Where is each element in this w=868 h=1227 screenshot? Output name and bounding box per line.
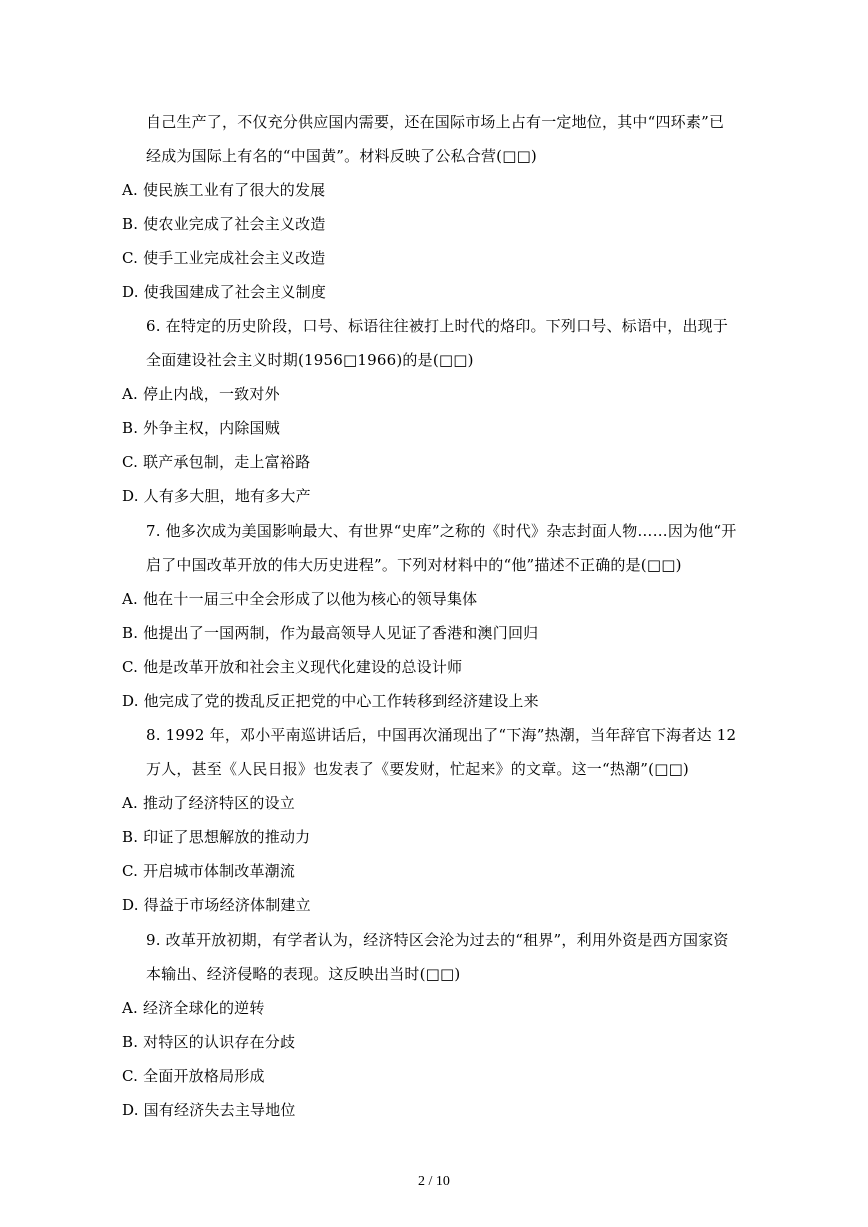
question-9-stem-line-1: 9. 改革开放初期，有学者认为，经济特区会沦为过去的“租界”，利用外资是西方国家资 <box>146 931 729 949</box>
page-number: 2 / 10 <box>418 1174 450 1189</box>
question-6-option-d: D. 人有多大胆，地有多大产 <box>122 487 311 505</box>
question-5-option-d: D. 使我国建成了社会主义制度 <box>122 283 327 301</box>
question-7-stem-line-2: 启了中国改革开放的伟大历史进程”。下列对材料中的“他”描述不正确的是(□□) <box>146 556 682 574</box>
question-6-option-b: B. 外争主权，内除国贼 <box>122 419 280 437</box>
question-8-option-c: C. 开启城市体制改革潮流 <box>122 862 296 880</box>
question-8-option-d: D. 得益于市场经济体制建立 <box>122 896 311 914</box>
question-6-stem-line-1: 6. 在特定的历史阶段，口号、标语往往被打上时代的烙印。下列口号、标语中，出现于 <box>146 317 729 335</box>
question-5-option-b: B. 使农业完成了社会主义改造 <box>122 215 326 233</box>
question-7-option-c: C. 他是改革开放和社会主义现代化建设的总设计师 <box>122 658 463 676</box>
question-9-option-b: B. 对特区的认识存在分歧 <box>122 1033 296 1051</box>
question-9-option-a: A. 经济全球化的逆转 <box>122 999 265 1017</box>
question-5-option-a: A. 使民族工业有了很大的发展 <box>122 181 326 199</box>
question-5-stem-line-1: 自己生产了，不仅充分供应国内需要，还在国际市场上占有一定地位，其中“四环素”已 <box>146 113 725 131</box>
question-6-stem-line-2: 全面建设社会主义时期(1956□1966)的是(□□) <box>146 351 474 369</box>
question-6-option-c: C. 联产承包制，走上富裕路 <box>122 453 311 471</box>
question-6-option-a: A. 停止内战，一致对外 <box>122 385 280 403</box>
question-8-stem-line-1: 8. 1992 年，邓小平南巡讲话后，中国再次涌现出了“下海”热潮，当年辞官下海者达 12 <box>146 726 737 744</box>
question-8-option-b: B. 印证了思想解放的推动力 <box>122 828 311 846</box>
question-8-option-a: A. 推动了经济特区的设立 <box>122 794 295 812</box>
question-9-option-d: D. 国有经济失去主导地位 <box>122 1101 296 1119</box>
question-5-stem-line-2: 经成为国际上有名的“中国黄”。材料反映了公私合营(□□) <box>146 147 537 165</box>
question-5-option-c: C. 使手工业完成社会主义改造 <box>122 249 326 267</box>
question-7-stem-line-1: 7. 他多次成为美国影响最大、有世界“史库”之称的《时代》杂志封面人物……因为他“开 <box>146 522 737 540</box>
question-9-option-c: C. 全面开放格局形成 <box>122 1067 265 1085</box>
question-9-stem-line-2: 本输出、经济侵略的表现。这反映出当时(□□) <box>146 965 461 983</box>
question-7-option-d: D. 他完成了党的拨乱反正把党的中心工作转移到经济建设上来 <box>122 692 539 710</box>
question-7-option-b: B. 他提出了一国两制，作为最高领导人见证了香港和澳门回归 <box>122 624 539 642</box>
question-8-stem-line-2: 万人，甚至《人民日报》也发表了《要发财，忙起来》的文章。这一“热潮”(□□) <box>146 760 689 778</box>
question-7-option-a: A. 他在十一届三中全会形成了以他为核心的领导集体 <box>122 590 478 608</box>
